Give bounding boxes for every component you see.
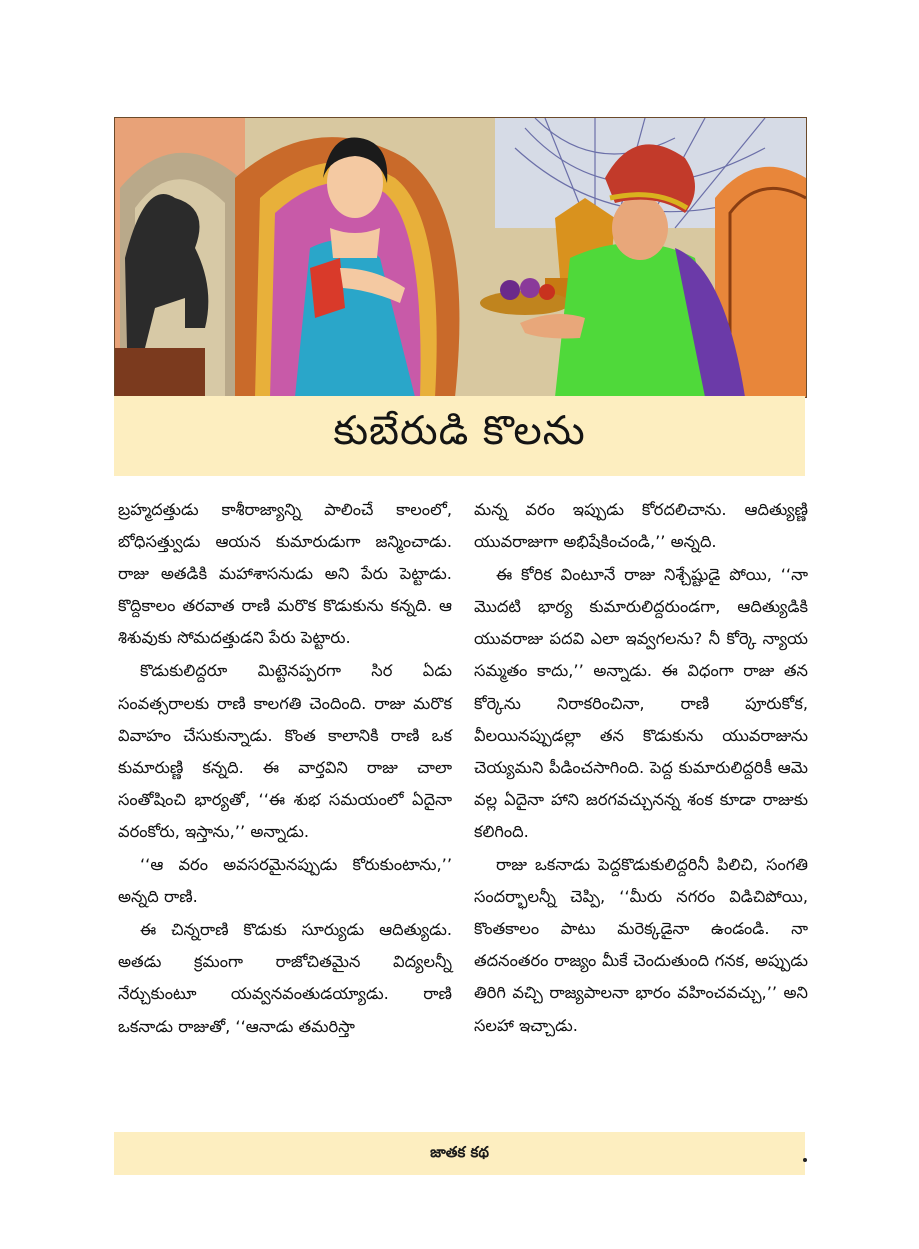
- text-column-left: [118, 494, 452, 1124]
- paragraph: ఈ కోరిక వింటూనే రాజు నిశ్చేష్టుడై పోయి, ‘‘నా మొదటి భార్య కుమారులిద్దరుండగా, ఆదిత్యుడికి యువరాజు పదవి ఎలా ఇవ్వగలను? నీ కోర్కె న్యాయ సమ్మతం కాదు,’’ అన్నాడు. ఈ విధంగా రాజు తన కోర్కెను నిరాకరించినా, రాణి పూరుకోక, వీలయినప్పుడల్లా తన కొడుకును యువరాజును చెయ్యమని పీడించసాగింది. పెద్ద కుమారులిద్దరికీ ఆమె వల్ల ఏదైనా హాని జరగవచ్చునన్న శంక కూడా రాజుకు కలిగింది.: [474, 565, 808, 841]
- page-dot: [803, 1158, 807, 1162]
- king-and-queen-illustration: [115, 118, 806, 397]
- series-label: జాతక కథ: [430, 1142, 489, 1161]
- paragraph: బ్రహ్మదత్తుడు కాశీరాజ్యాన్ని పాలించే కాలంలో, బోధిసత్త్వుడు ఆయన కుమారుడుగా జన్మించాడు. రాజు అతడికి మహాశాసనుడు అని పేరు పెట్టాడు. కొద్దికాలం తరవాత రాణి మరొక కొడుకును కన్నది. ఆ శిశువుకు సోమదత్తుడని పేరు పెట్టారు.: [118, 500, 452, 648]
- text-column-right: [474, 494, 808, 1124]
- paragraph: రాజు ఒకనాడు పెద్దకొడుకులిద్దరినీ పిలిచి, సంగతి సందర్భాలన్నీ చెప్పి, ‘‘మీరు నగరం విడిచిపోయి, కొంతకాలం పాటు మరెక్కడైనా ఉండండి. నా తదనంతరం రాజ్యం మీకే చెందుతుంది గనక, అప్పుడు తిరిగి వచ్చి రాజ్యపాలనా భారం వహించవచ్చు,’’ అని సలహా ఇచ్చాడు.: [474, 855, 808, 1035]
- title-band: [114, 396, 805, 476]
- footer-band: [114, 1132, 805, 1175]
- paragraph: ‘‘ఆ వరం అవసరమైనప్పుడు కోరుకుంటాను,’’ అన్నది రాణి.: [118, 855, 452, 907]
- paragraph: ఈ చిన్నరాణి కొడుకు సూర్యుడు ఆదిత్యుడు. అతడు క్రమంగా రాజోచితమైన విద్యలన్నీ నేర్చుకుంటూ యవ్వనవంతుడయ్యాడు. రాణి ఒకనాడు రాజుతో, ‘‘ఆనాడు తమరిస్తా: [118, 920, 452, 1036]
- story-title: కుబేరుడి కొలను: [333, 408, 586, 454]
- story-body: [118, 494, 808, 1124]
- paragraph: మన్న వరం ఇప్పుడు కోరదలిచాను. ఆదిత్యుణ్ణి యువరాజుగా అభిషేకించండి,’’ అన్నది.: [474, 500, 808, 552]
- story-illustration: [114, 117, 807, 398]
- paragraph: కొడుకులిద్దరూ మిట్టెనప్పరగా సిర ఏడు సంవత్సరాలకు రాణి కాలగతి చెందింది. రాజు మరొక వివాహం చేసుకున్నాడు. కొంత కాలానికి రాణి ఒక కుమారుణ్ణి కన్నది. ఈ వార్తవిని రాజు చాలా సంతోషించి భార్యతో, ‘‘ఈ శుభ సమయంలో ఏదైనా వరంకోరు, ఇస్తాను,’’ అన్నాడు.: [118, 661, 452, 841]
